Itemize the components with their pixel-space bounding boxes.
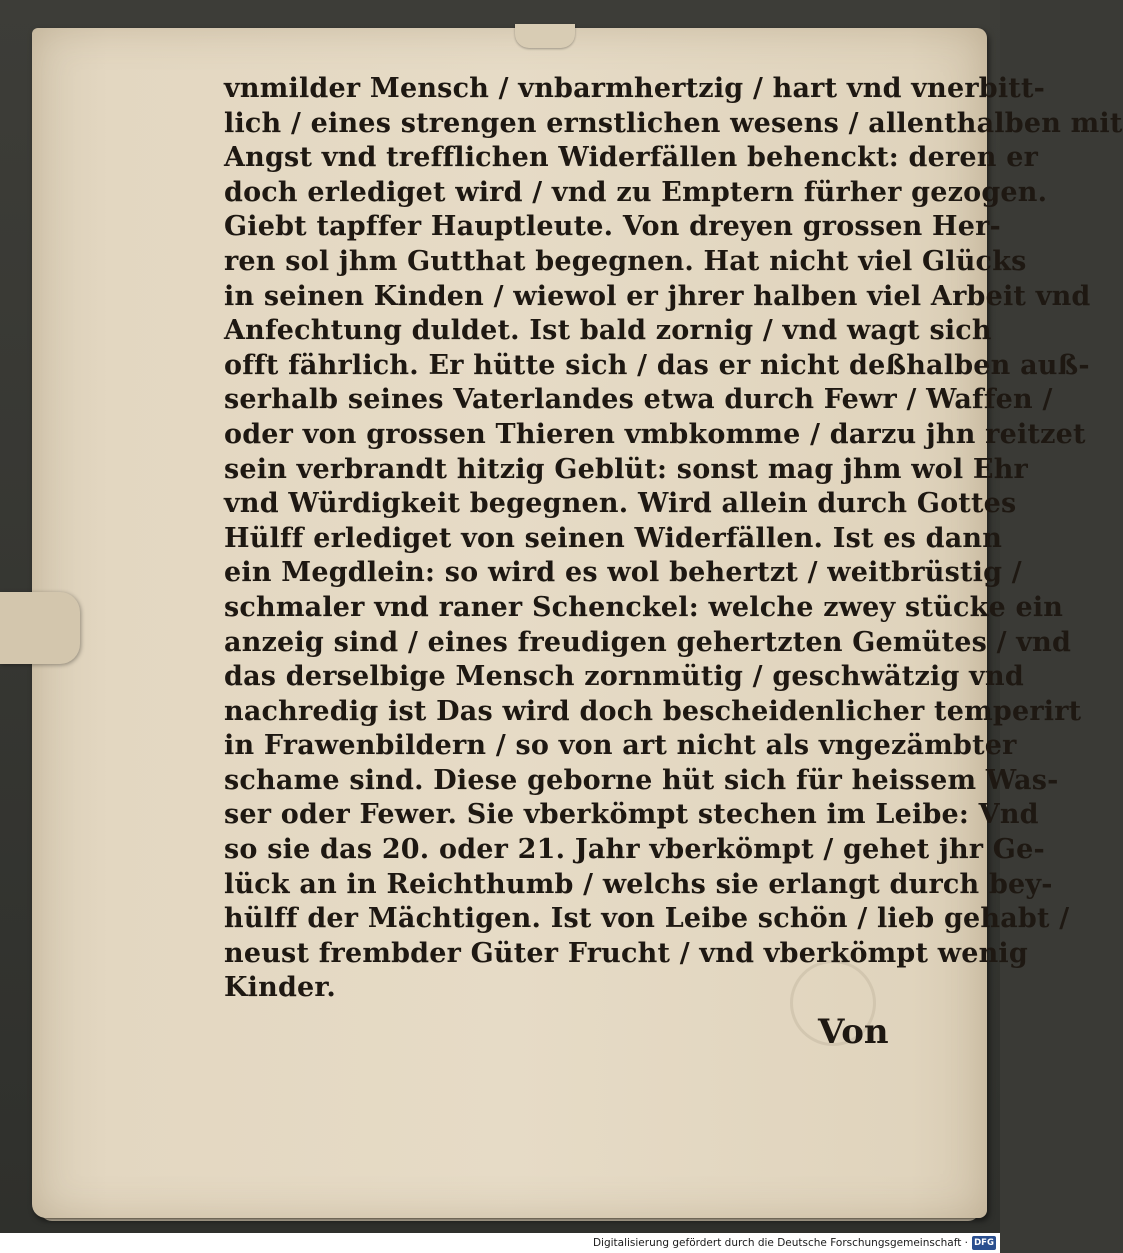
text-line: neust frembder Güter Frucht / vnd vberkömpt wenig [224,937,1028,969]
text-line: Hülff erlediget von seinen Widerfällen. Ist es dann [224,522,1003,554]
text-line: ren sol jhm Gutthat begegnen. Hat nicht viel Glücks [224,245,1027,277]
credit-text: Digitalisierung gefördert durch die Deutsche Forschungsgemeinschaft · [592,1237,968,1249]
text-line: in seinen Kinden / wiewol er jhrer halben viel Arbeit vnd [224,280,1091,312]
dfg-logo-icon: DFG [972,1236,996,1250]
text-line: so sie das 20. oder 21. Jahr vberkömpt / gehet jhr Ge- [224,834,1045,866]
text-line: offt fährlich. Er hütte sich / das er nicht deßhalben auß- [224,349,1090,381]
text-line-last: Kinder. [224,972,336,1004]
catchword: Von [818,1012,889,1052]
text-line: doch erlediget wird / vnd zu Emptern fürher gezogen. [224,176,1048,208]
text-line: anzeig sind / eines freudigen gehertzten Gemütes / vnd [224,626,1072,658]
text-line: oder von grossen Thieren vmbkomme / darzu jhn reitzet [224,418,1086,450]
text-line: das derselbige Mensch zornmütig / geschwätzig vnd [224,661,1024,693]
text-line: sein verbrandt hitzig Geblüt: sonst mag jhm wol Ehr [224,453,1028,485]
page-clip-left [0,592,80,664]
text-line: vnd Würdigkeit begegnen. Wird allein durch Gottes [224,488,1017,520]
text-line: ser oder Fewer. Sie vberkömpt stechen im Leibe: Vnd [224,799,1039,831]
text-line: hülff der Mächtigen. Ist von Leibe schön / lieb gehabt / [224,903,1070,935]
text-line: Angst vnd trefflichen Widerfällen behenckt: deren er [224,142,1039,174]
text-line: lich / eines strengen ernstlichen wesens / allenthalben mit [224,107,1123,139]
text-line: Giebt tapffer Hauptleute. Von dreyen grossen Her- [224,211,1001,243]
page-clip-top [515,24,575,48]
page-text [224,72,1123,1006]
text-line: Anfechtung duldet. Ist bald zornig / vnd wagt sich [224,315,992,347]
text-line: schmaler vnd raner Schenckel: welche zwey stücke ein [224,591,1064,623]
text-line: in Frawenbildern / so von art nicht als vngezämbter [224,730,1017,762]
text-line: ein Megdlein: so wird es wol behertzt / weitbrüstig / [224,557,1022,589]
text-line: vnmilder Mensch / vnbarmhertzig / hart vnd vnerbitt- [224,73,1046,104]
text-line: lück an in Reichthumb / welchs sie erlangt durch bey- [224,868,1053,900]
text-line: schame sind. Diese geborne hüt sich für heissem Was- [224,764,1059,796]
digitization-credit-bar [0,1233,1000,1253]
text-line: nachredig ist Das wird doch bescheidenlicher temperirt [224,695,1082,727]
text-line: serhalb seines Vaterlandes etwa durch Fewr / Waffen / [224,384,1053,416]
